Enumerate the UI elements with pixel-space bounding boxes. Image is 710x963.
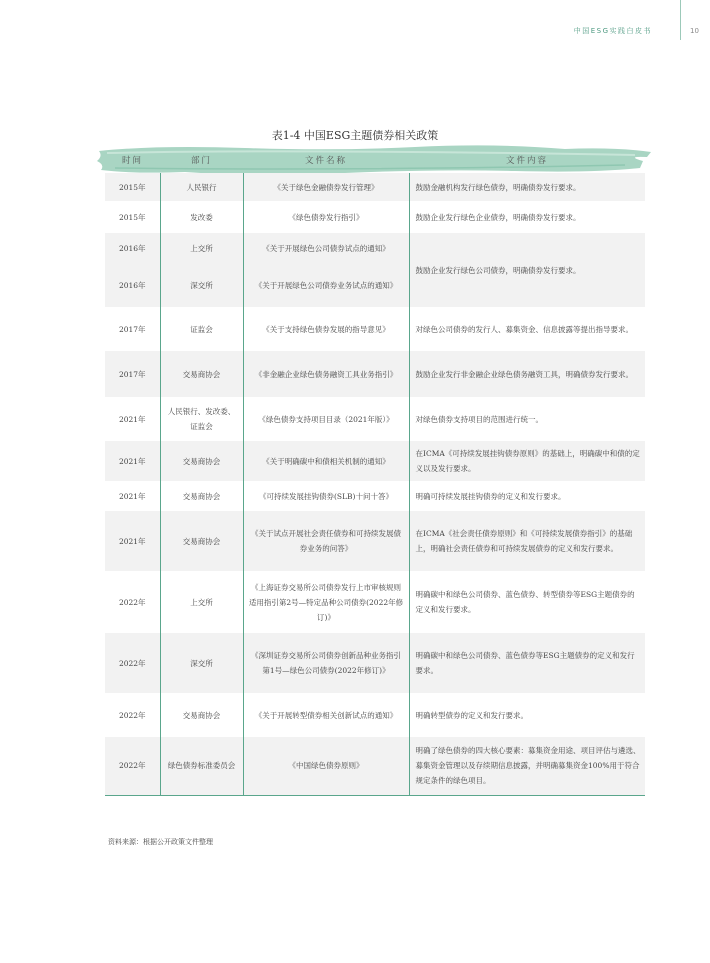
cell-dept: 证监会 — [160, 307, 243, 351]
cell-doc: 《绿色债券发行指引》 — [243, 201, 409, 233]
cell-doc: 《关于明确碳中和债相关机制的通知》 — [243, 441, 409, 481]
table-row — [105, 201, 645, 233]
cell-doc: 《可持续发展挂钩债券(SLB)十问十答》 — [243, 481, 409, 511]
running-title: 中国ESG实践白皮书 — [573, 27, 652, 35]
cell-content: 在ICMA《社会责任债券原则》和《可持续发展债券指引》的基础上，明确社会责任债券和可持续发展债券的定义和发行要求。 — [409, 511, 645, 571]
cell-dept: 深交所 — [160, 263, 243, 307]
cell-doc: 《绿色债券支持项目目录（2021年版）》 — [243, 397, 409, 441]
cell-dept: 交易商协会 — [160, 693, 243, 737]
cell-content: 鼓励企业发行绿色企业债券，明确债券发行要求。 — [409, 201, 645, 233]
cell-year: 2017年 — [105, 351, 160, 397]
source-note: 资料来源：根据公开政策文件整理 — [108, 838, 213, 846]
table-header-row — [105, 147, 645, 173]
cell-doc: 《上海证券交易所公司债券发行上市审核规则适用指引第2号—特定品种公司债券(2022年修订)》 — [243, 571, 409, 633]
header-divider — [680, 0, 681, 40]
table-row — [105, 633, 645, 693]
column-header-doc: 文件名称 — [304, 156, 347, 166]
cell-dept: 上交所 — [160, 571, 243, 633]
cell-year: 2017年 — [118, 324, 146, 334]
table-row — [105, 351, 645, 397]
cell-doc: 《关于开展转型债券相关创新试点的通知》 — [243, 693, 409, 737]
cell-year: 2021年 — [118, 414, 146, 424]
cell-year: 2021年 — [118, 491, 146, 501]
cell-doc: 《关于试点开展社会责任债券和可持续发展债券业务的问答》 — [243, 511, 409, 571]
cell-doc: 《关于开展绿色公司债券业务试点的通知》 — [243, 263, 409, 307]
cell-content: 鼓励企业发行非金融企业绿色债务融资工具，明确债券发行要求。 — [409, 351, 645, 397]
cell-content: 明确了绿色债券的四大核心要素：募集资金用途、项目评估与遴选、募集资金管理以及存续期信息披露，并明确募集资金100%用于符合规定条件的绿色项目。 — [409, 737, 645, 795]
cell-year: 2022年 — [118, 597, 146, 607]
table-title: 表1-4 中国ESG主题债券相关政策 — [271, 129, 439, 142]
cell-content: 对绿色公司债券的发行人、募集资金、信息披露等提出指导要求。 — [409, 307, 645, 351]
cell-content: 明确碳中和绿色公司债券、蓝色债券、转型债券等ESG主题债券的定义和发行要求。 — [409, 571, 645, 633]
table-row — [105, 397, 645, 441]
table-row — [105, 307, 645, 351]
page-number: 10 — [690, 27, 699, 35]
cell-dept: 人民银行、发改委、证监会 — [160, 397, 243, 441]
cell-content: 明确碳中和绿色公司债券、蓝色债券等ESG主题债券的定义和发行要求。 — [409, 633, 645, 693]
cell-year: 2022年 — [105, 633, 160, 693]
cell-year: 2016年 — [105, 233, 160, 263]
cell-dept: 绿色债券标准委员会 — [160, 737, 243, 795]
cell-dept: 发改委 — [160, 201, 243, 233]
cell-doc: 《深圳证券交易所公司债券创新品种业务指引第1号—绿色公司债券(2022年修订)》 — [243, 633, 409, 693]
cell-dept: 交易商协会 — [160, 441, 243, 481]
policy-table-container — [105, 147, 645, 796]
cell-content: 明确可持续发展挂钩债券的定义和发行要求。 — [409, 481, 645, 511]
column-header-content: 文件内容 — [505, 156, 548, 166]
cell-year: 2022年 — [118, 710, 146, 720]
table-row — [105, 481, 645, 511]
table-row — [105, 441, 645, 481]
table-row — [105, 511, 645, 571]
cell-doc: 《非金融企业绿色债务融资工具业务指引》 — [243, 351, 409, 397]
cell-doc: 《关于开展绿色公司债券试点的通知》 — [243, 233, 409, 263]
column-header-time: 时间 — [121, 156, 143, 166]
column-header-dept: 部门 — [190, 156, 212, 166]
cell-content: 鼓励金融机构发行绿色债券，明确债券发行要求。 — [409, 173, 645, 201]
table-row — [105, 737, 645, 795]
cell-year: 2016年 — [105, 263, 160, 307]
cell-year: 2021年 — [105, 511, 160, 571]
table-row — [105, 233, 645, 263]
policy-table — [105, 147, 645, 796]
cell-content: 鼓励企业发行绿色公司债券，明确债券发行要求。 — [409, 233, 645, 307]
cell-dept: 交易商协会 — [160, 351, 243, 397]
cell-content: 在ICMA《可持续发展挂钩债券原则》的基础上，明确碳中和债的定义以及发行要求。 — [409, 441, 645, 481]
cell-dept: 深交所 — [160, 633, 243, 693]
table-row — [105, 693, 645, 737]
cell-doc: 《关于支持绿色债券发展的指导意见》 — [243, 307, 409, 351]
cell-year: 2015年 — [105, 173, 160, 201]
cell-content: 对绿色债券支持项目的范围进行统一。 — [409, 397, 645, 441]
cell-year: 2015年 — [118, 212, 146, 222]
cell-dept: 交易商协会 — [160, 481, 243, 511]
cell-content: 明确转型债券的定义和发行要求。 — [409, 693, 645, 737]
cell-doc: 《中国绿色债券原则》 — [243, 737, 409, 795]
table-row — [105, 173, 645, 201]
cell-dept: 上交所 — [160, 233, 243, 263]
table-row — [105, 571, 645, 633]
cell-dept: 人民银行 — [160, 173, 243, 201]
cell-dept: 交易商协会 — [160, 511, 243, 571]
cell-doc: 《关于绿色金融债券发行管理》 — [243, 173, 409, 201]
cell-year: 2021年 — [105, 441, 160, 481]
cell-year: 2022年 — [105, 737, 160, 795]
